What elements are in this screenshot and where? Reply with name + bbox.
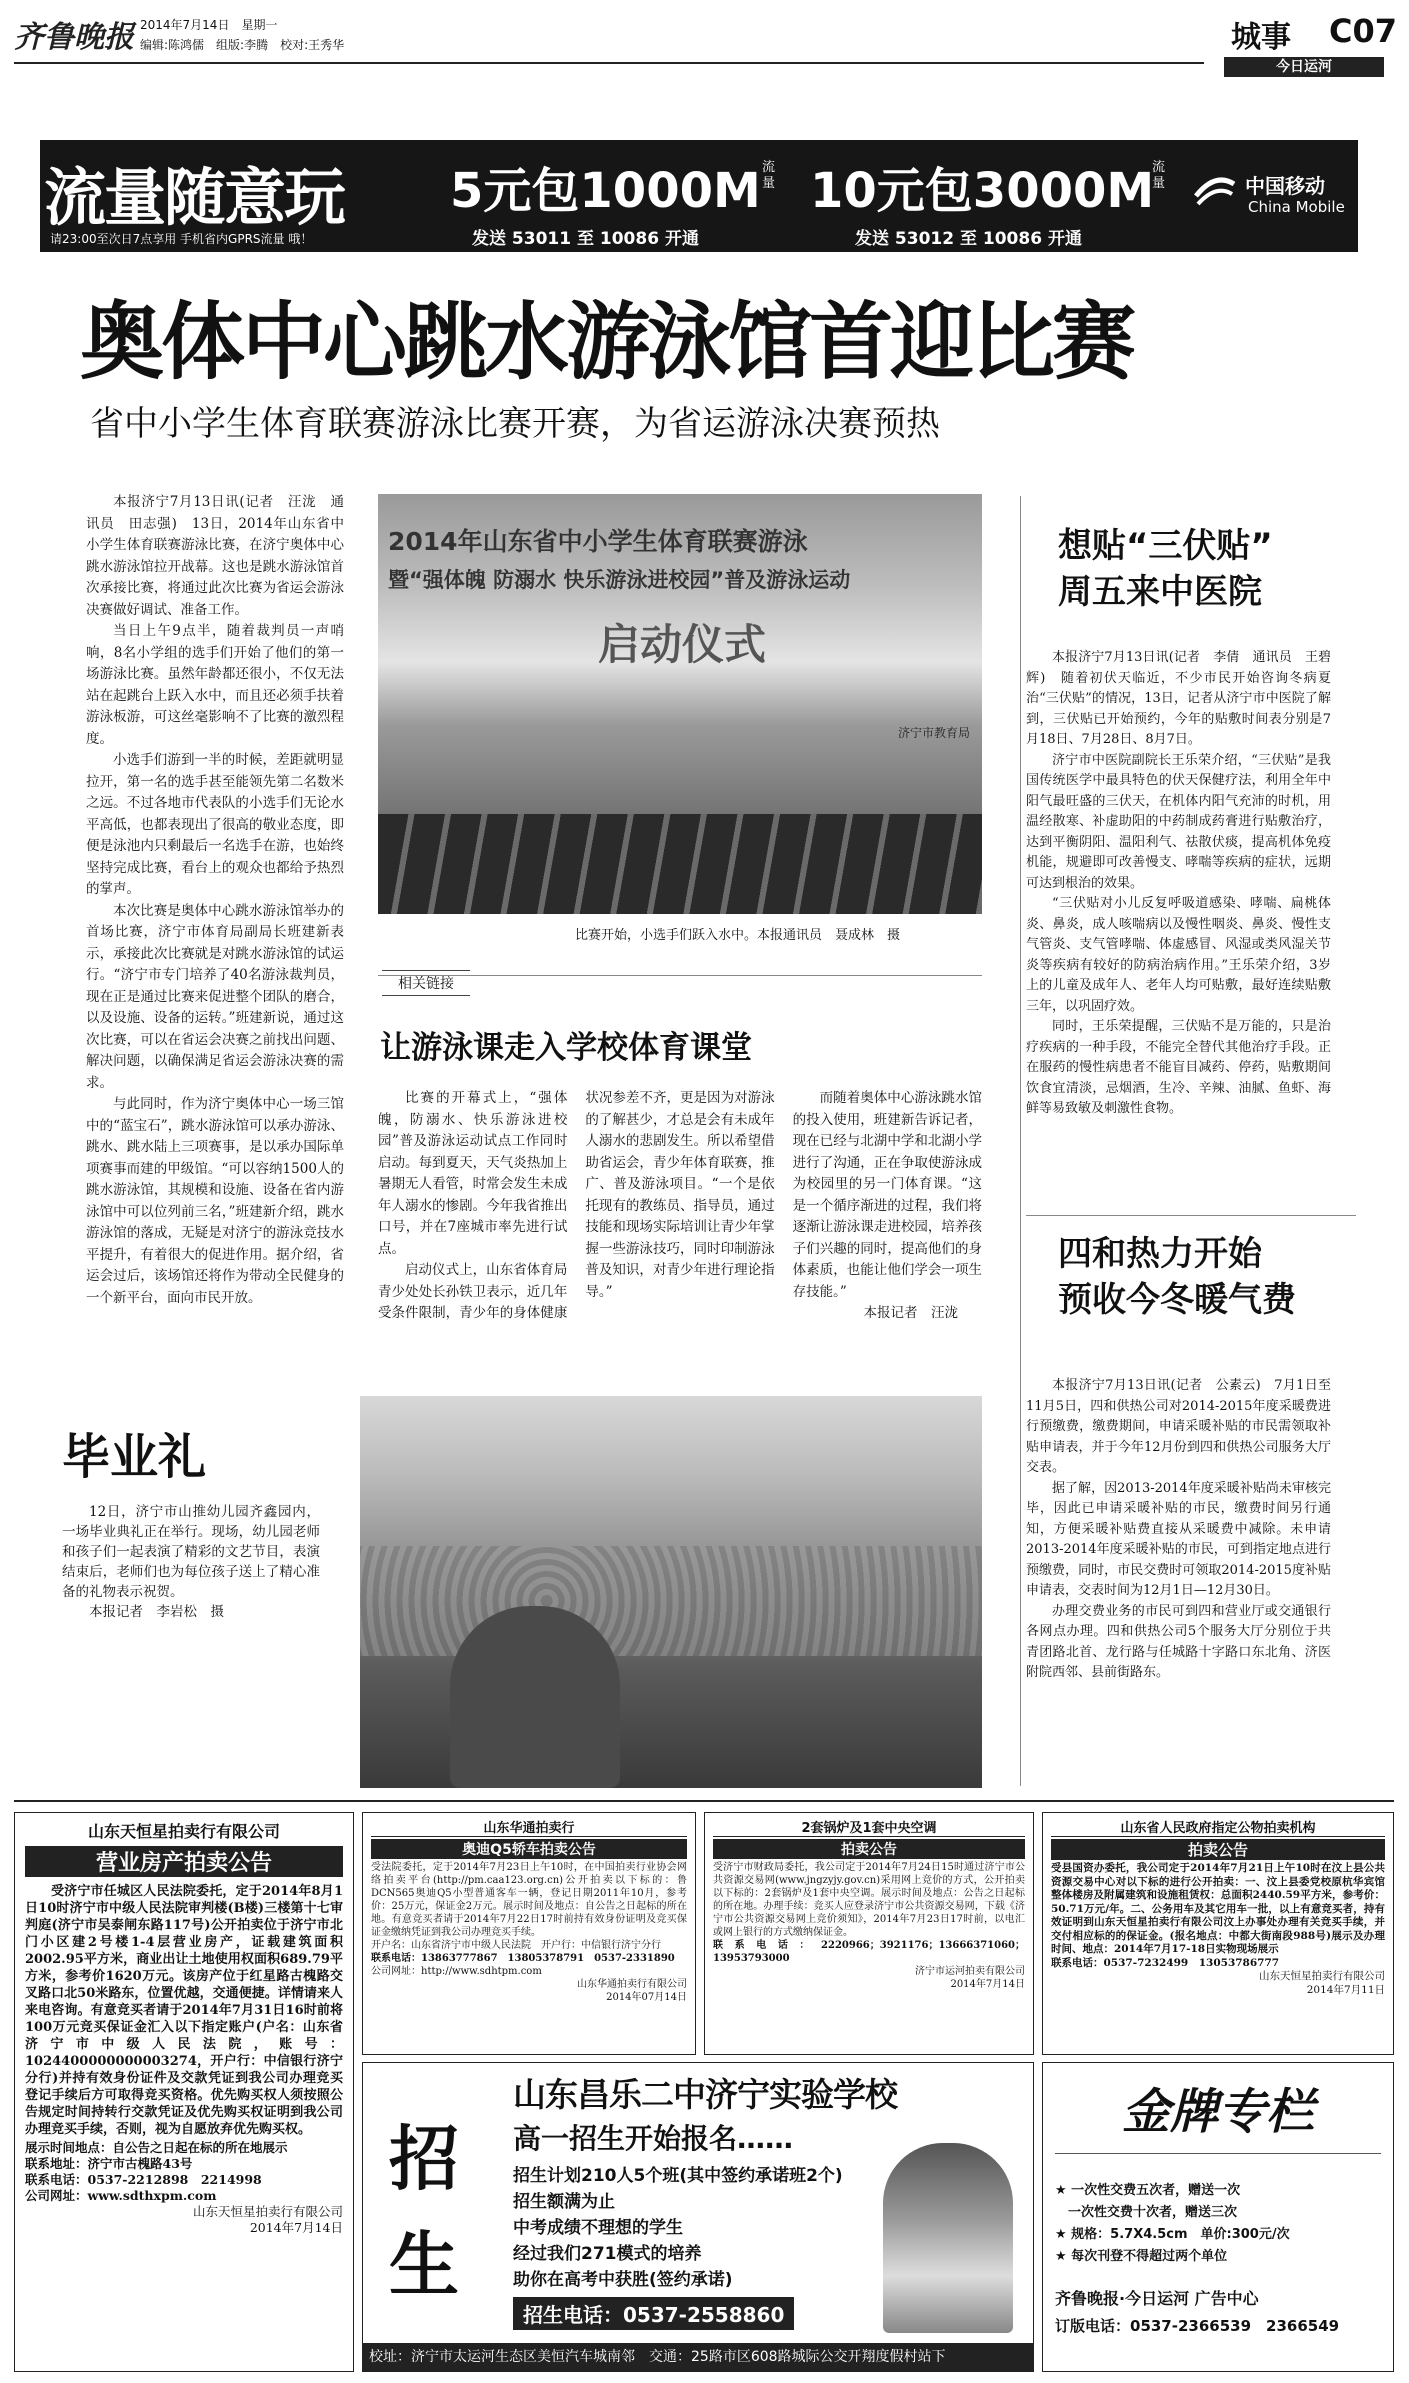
- header-rule: [14, 62, 1204, 64]
- school-line: 中考成绩不理想的学生: [513, 2218, 683, 2238]
- ad1-addr: 联系地址：济宁市古槐路43号: [25, 2156, 193, 2171]
- ad3-date: 2014年7月14日: [950, 1979, 1025, 1990]
- related-headline: 让游泳课走入学校体育课堂: [380, 1030, 752, 1066]
- header-editors: 编辑:陈鸿儒 组版:李腾 校对:王秀华: [140, 38, 345, 52]
- school-line: 经过我们271模式的培养: [513, 2244, 702, 2264]
- ads-top-rule: [14, 1800, 1394, 1802]
- school-side-2: 生: [389, 2224, 459, 2306]
- ad2-tel: 联系电话：13863777867 13805378791 0537-2331890: [371, 1953, 675, 1964]
- banner-offer-1: 5元包1000M: [450, 163, 761, 219]
- ad3-body: 受济宁市财政局委托，我公司定于2014年7月24日15时通过济宁市公共资源交易网(www.jngzyjy.gov.cn)采用网上竞价的方式，公开拍卖以下标的：2套锅炉及1套中央空调。展示时间及地点：公告之日起标的所在地。办理手续：竞买人应登录济宁市公共资源交易网，下载《济宁市公共资源交易网上竞价须知》，2014年7月23日17时前，以电汇或网上银行的方式缴纳保证金。: [713, 1862, 1025, 1938]
- banner-slogan: 流量随意玩: [44, 161, 345, 234]
- school-head: 高一招生开始报名……: [513, 2122, 794, 2155]
- gold-item: 一次性交费十次者，赠送三次: [1055, 2205, 1238, 2220]
- edition-label: 今日运河: [1224, 57, 1384, 77]
- main-story-body: [86, 492, 344, 1332]
- banner-unit-1: 流量: [762, 160, 776, 191]
- ad3-sub: 拍卖公告: [713, 1839, 1025, 1859]
- ad2-org: 山东华通拍卖行: [371, 1817, 687, 1837]
- school-line: 招生额满为止: [513, 2192, 615, 2212]
- gold-item: ★ 每次刊登不得超过两个单位: [1055, 2249, 1228, 2264]
- photo-banner-title: 2014年山东省中小学生体育联赛游泳: [388, 527, 808, 556]
- auction-ad-government[interactable]: [1042, 1812, 1394, 2055]
- ad2-acct: 开户名：山东省济宁市中级人民法院 开户行：中信银行济宁分行: [371, 1940, 661, 1951]
- ad2-sign: 山东华通拍卖行有限公司: [577, 1979, 687, 1990]
- paper-logo: 齐鲁晚报: [14, 20, 134, 55]
- ad3-tel: 联系电话：2220966；3921176；13666371060；13953793000: [713, 1940, 1025, 1964]
- main-headline: 奥体中心跳水游泳馆首迎比赛: [80, 293, 1134, 391]
- banner-code-1: 发送 53011 至 10086 开通: [472, 229, 699, 249]
- school-line: 招生计划210人5个班(其中签约承诺班2个): [513, 2166, 843, 2186]
- sanfu-headline-2: 周五来中医院: [1058, 572, 1262, 612]
- swimming-photo: [378, 494, 982, 914]
- auction-ad-realestate[interactable]: [14, 1812, 354, 2372]
- heating-para: 办理交费业务的市民可到四和营业厅或交通银行各网点办理。四和供热公司5个服务大厅分别位于共青团路北首、龙行路与任城路十字路口东北角、济医附院西邻、县前街路东。: [1026, 1603, 1331, 1680]
- gold-column-ad[interactable]: [1042, 2062, 1394, 2372]
- ad3-title: 2套锅炉及1套中央空调: [713, 1817, 1025, 1837]
- school-name: 山东昌乐二中济宁实验学校: [513, 2075, 897, 2114]
- related-byline: 本报记者 汪泷: [863, 1305, 958, 1321]
- photo-banner-sub: 暨“强体魄 防溺水 快乐游泳进校园”普及游泳运动: [388, 568, 851, 592]
- ad4-tel: 联系电话：0537-7232499 13053786777: [1051, 1956, 1280, 1969]
- gold-sign: 齐鲁晚报·今日运河 广告中心: [1055, 2289, 1259, 2308]
- ad3-sign: 济宁市运河拍卖有限公司: [915, 1966, 1025, 1977]
- ad1-body: 受济宁市任城区人民法院委托，定于2014年8月1日10时济宁市中级人民法院审判楼(B楼)三楼第十七审判庭(济宁市吴泰闸东路117号)公开拍卖位于济宁市北门小区建2号楼1-4层营业房产，证载建筑面积2002.95平方米，商业出让土地使用权面积689.79平方米，参考价1620万元。该房产位于红星路古槐路交叉路口北50米路东，位置优越，交通便捷。详情请来人来电咨询。有意竞买者请于2014年7月31日16时前将100万元竞买保证金汇入以下指定账户(户名：山东省济宁市中级人民法院，账号：1024400000000003274，开户行：中信银行济宁分行)并持有效身份证件及交款凭证到我公司办理竞买登记手续后方可取得竞买资格。优先购买权人须按照公告规定时间持转行交款凭证及优先购买权证明到我公司办理竞买手续，否则，视为自愿放弃优先购买权。: [25, 1884, 343, 2137]
- sanfu-headline-1: 想贴“三伏贴”: [1058, 526, 1273, 566]
- gold-title: 金牌专栏: [1055, 2071, 1381, 2154]
- banner-brand-en: China Mobile: [1248, 198, 1345, 216]
- auction-ad-audi[interactable]: [362, 1812, 696, 2055]
- school-tel-label: 招生电话：: [523, 2303, 623, 2327]
- column-rule-right: [1020, 496, 1021, 1786]
- swimming-photo-caption: 比赛开始，小选手们跃入水中。本报通讯员 聂成林 摄: [575, 928, 901, 943]
- heating-body: [1026, 1376, 1331, 1776]
- ad4-sign: 山东天恒星拍卖行有限公司: [1259, 1970, 1385, 1982]
- graduation-body: [62, 1502, 320, 1622]
- main-para: 小选手们游到一半的时候，差距就明显拉开，第一名的选手甚至能领先第二名数米之远。不过各地市代表队的小选手们无论水平高低，也都表现出了很高的敬业态度，即便是泳池内只剩最后一名选手在游，也始终坚持完成比赛，看台上的观众也都给予热烈的掌声。: [86, 752, 344, 897]
- ad4-title: 拍卖公告: [1051, 1839, 1385, 1860]
- banner-offer-2: 10元包3000M: [810, 163, 1155, 219]
- main-para: 当日上午9点半，随着裁判员一声哨响，8名小学组的选手们开始了他们的第一场游泳比赛。虽然年龄都还很小，不仅无法站在起跳台上跃入水中，而且还必须手扶着游泳板游，可这丝毫影响不了比赛的激烈程度。: [86, 623, 344, 747]
- main-para: 本次比赛是奥体中心跳水游泳馆举办的首场比赛，济宁市体育局副局长班建新表示，承接此次比赛就是对跳水游泳馆的试运行。“济宁市专门培养了40名游泳裁判员，现在正是通过比赛来促进整个团队的磨合，以及设施、设备的运转。”班建新说，通过这次比赛，可以在省运会决赛之前找出问题、解决问题，以确保满足省运会游泳决赛的需求。: [86, 902, 344, 1091]
- school-enrollment-ad[interactable]: [362, 2062, 1034, 2372]
- ad2-body: 受法院委托，定于2014年7月23日上午10时，在中国拍卖行业协会网络拍卖平台(http://pm.caa123.org.cn)公开拍卖以下标的：鲁DCN565奥迪Q5小型普通客车一辆，登记日期2011年10月，参考价：25万元，保证金2万元。展示时间及地点：自公告之日起标的所在地。有意竞买者请于2014年7月22日17时前持有效身份证明及竞买保证金缴纳凭证到我公司办理竞买手续。: [371, 1862, 687, 1938]
- banner-code-2: 发送 53012 至 10086 开通: [855, 229, 1082, 249]
- sanfu-para: “三伏贴对小儿反复呼吸道感染、哮喘、扁桃体炎、鼻炎，成人咳喘病以及慢性咽炎、鼻炎、慢性支气管炎、支气管哮喘、体虚感冒、风湿或类风湿关节炎等疾病有较好的防病治病作用。”王乐荣介绍，3岁上的儿童及成年人、老年人均可贴敷，最好连续贴敷三年，以巩固疗效。: [1026, 896, 1331, 1014]
- ad2-web: 公司网址：http://www.sdhtpm.com: [371, 1966, 542, 1977]
- gold-item: ★ 一次性交费五次者，赠送一次: [1055, 2183, 1241, 2198]
- main-para: 本报济宁7月13日讯(记者 汪泷 通讯员 田志强) 13日，2014年山东省中小学生体育联赛游泳比赛，在济宁奥体中心跳水游泳馆拉开战幕。这也是跳水游泳馆首次承接比赛，将通过此次比赛为省运会游泳决赛做好调试、准备工作。: [86, 494, 344, 618]
- photo-banner-sign: 济宁市教育局: [898, 726, 971, 740]
- ad1-show: 展示时间地点：自公告之日起在标的所在地展示: [25, 2140, 288, 2155]
- graduation-teacher: [450, 1606, 620, 1788]
- sanfu-para: 济宁市中医院副院长王乐荣介绍，“三伏贴”是我国传统医学中最具特色的伏天保健疗法，利用全年中阳气最旺盛的三伏天，在机体内阳气充沛的时机，用温经散寒、补虚助阳的中药制成药膏进行贴敷治疗，达到平衡阴阳、温阳利气、祛散伏痰，提高机体免疫机能，规避即可改善慢支、哮喘等疾病的症状，远期可达到根治的效果。: [1026, 752, 1331, 891]
- ad1-tel: 联系电话：0537-2212898 2214998: [25, 2172, 262, 2187]
- school-tel-box: [513, 2297, 794, 2330]
- ad1-date: 2014年7月14日: [249, 2220, 343, 2235]
- masthead: [14, 12, 1398, 75]
- auction-ad-boiler[interactable]: [704, 1812, 1034, 2055]
- ad1-org: 山东天恒星拍卖行有限公司: [87, 1822, 280, 1841]
- school-side-1: 招: [389, 2118, 459, 2200]
- related-body: [378, 1088, 982, 1358]
- heating-para: 本报济宁7月13日讯(记者 公素云) 7月1日至11月5日，四和供热公司对2014-2015年度采暖费进行预缴费，缴费期间，申请采暖补贴的市民需领取补贴申请表，并于今年12月份到四和供热公司服务大厅交表。: [1026, 1378, 1331, 1475]
- graduation-text: 12日，济宁市山推幼儿园齐鑫园内，一场毕业典礼正在举行。现场，幼儿园老师和孩子们一起表演了精彩的文艺节目，表演结束后，老师们也为每位孩子送上了精心准备的礼物表示祝贺。: [62, 1504, 320, 1600]
- main-subhead: 省中小学生体育联赛游泳比赛开赛，为省运游泳决赛预热: [90, 404, 940, 444]
- sanfu-para: 本报济宁7月13日讯(记者 李倩 通讯员 王碧辉) 随着初伏天临近，不少市民开始咨询冬病夏治“三伏贴”的情况，13日，记者从济宁市中医院了解到，三伏贴已开始预约，今年的贴敷时间表分别是7月18日、7月28日、8月7日。: [1026, 650, 1331, 747]
- heating-headline-1: 四和热力开始: [1058, 1234, 1262, 1274]
- photo-banner-ceremony: 启动仪式: [598, 620, 767, 669]
- school-lines: [513, 2163, 843, 2293]
- sanfu-para: 同时，王乐荣提醒，三伏贴不是万能的，只是治疗疾病的一种手段，不能完全替代其他治疗手段。正在服药的慢性病患者不能盲目减药、停药，贴敷期间饮食宜清淡，忌烟酒，生冷、辛辣、油腻、鱼虾、海鲜等易致敏及刺激性食物。: [1026, 1019, 1331, 1116]
- graduation-byline: 本报记者 李岩松 摄: [89, 1604, 224, 1620]
- sanfu-divider: [1026, 1215, 1356, 1216]
- main-para: 与此同时，作为济宁奥体中心一场三馆中的“蓝宝石”，跳水游泳馆可以承办游泳、跳水、跳水陆上三项赛事，是以承办国际单项赛事而建的甲级馆。“可以容纳1500人的跳水游泳馆，其规模和设施、设备在省内游泳馆中可以位列前三名，”班建新介绍，跳水游泳馆的落成，无疑是对济宁的游泳竞技水平提升，有着很大的促进作用。据介绍，省运会过后，该场馆还将作为带动全民健身的一个新平台，面向市民开放。: [86, 1096, 344, 1306]
- banner-brand-cn: 中国移动: [1245, 174, 1325, 198]
- mobile-banner-ad[interactable]: [40, 140, 1358, 252]
- ad4-body: 受县国资办委托，我公司定于2014年7月21日上午10时在汶上县公共资源交易中心对以下标的进行公开拍卖：一、汶上县委党校原杭华宾馆整体楼房及附属建筑和设施租赁权：总面积2440.59平方米，参考价：50.71万元/年。二、公务用车及其它用车一批，以上有意竞买者，持有效证明到山东天恒星拍卖行有限公司汶上办事处办理有关竞买手续，并交付相应标的的保证金。(报名地点：中都大街南段988号)展示及办理时间、地点：2014年7月17-18日实物现场展示: [1051, 1862, 1385, 1955]
- pool-lanes: [378, 814, 982, 914]
- school-line: 助你在高考中获胜(签约承诺): [513, 2270, 733, 2290]
- school-tel: 0537-2558860: [623, 2303, 785, 2327]
- graduation-photo: [360, 1396, 982, 1788]
- sanfu-body: [1026, 648, 1331, 1268]
- heating-para: 据了解，因2013-2014年度采暖补贴尚未审核完毕，因此已申请采暖补贴的市民，缴费时间另行通知，方便采暖补贴费直接从采暖费中减除。未申请2013-2014年度采暖补贴的市民，可到指定地点进行预缴费，同时，市民交费时可领取2014-2015度补贴申请表，交表时间为12月1日—12月30日。: [1026, 1480, 1331, 1598]
- ad2-date: 2014年07月14日: [606, 1992, 687, 2003]
- related-para: 启动仪式上，山东省体育局青少处处长孙铁卫表示，近几年受条件限制，青少年的身体健康状况参差不齐，更是因为对游泳的了解甚少，才总是会有未成年人溺水的悲剧发生。所以希望借助省运会，青少年体育联赛，推广、普及游泳项目。“一个是依托现有的教练员、指导员，通过技能和现场实际培训让青少年掌握一些游泳技巧，同时印制游泳普及知识，对青少年进行理论指导。”: [378, 1090, 775, 1321]
- banner-unit-2: 流量: [1152, 160, 1166, 191]
- school-students-photo: [883, 2143, 1013, 2333]
- china-mobile-logo-icon: [1190, 166, 1240, 212]
- ad4-org: 山东省人民政府指定公物拍卖机构: [1051, 1817, 1385, 1837]
- gold-tel: 订版电话：0537-2366539 2366549: [1055, 2317, 1340, 2335]
- related-link-label: 相关链接: [382, 970, 470, 996]
- school-address: 校址：济宁市太运河生态区美恒汽车城南邻 交通：25路市区608路城际公交开翔度假村站下: [363, 2343, 1034, 2371]
- ad4-date: 2014年7月11日: [1306, 1983, 1385, 1996]
- section-name: 城事: [1231, 20, 1291, 55]
- ad2-title: 奥迪Q5轿车拍卖公告: [371, 1839, 687, 1859]
- header-date: 2014年7月14日 星期一: [140, 18, 278, 32]
- gold-items: [1055, 2180, 1381, 2268]
- related-rule: [378, 975, 982, 976]
- related-para: 比赛的开幕式上，“强体魄，防溺水、快乐游泳进校园”普及游泳运动试点工作同时启动。每到夏天，天气炎热加上暑期无人看管，时常会发生未成年人溺水的惨剧。今年我省推出口号，并在7座城市率先进行试点。: [378, 1090, 568, 1257]
- ad1-title: 营业房产拍卖公告: [25, 1846, 343, 1877]
- page-number: C07: [1329, 12, 1398, 50]
- ad1-sign: 山东天恒星拍卖行有限公司: [192, 2204, 343, 2219]
- gold-item: ★ 规格：5.7X4.5cm 单价:300元/次: [1055, 2227, 1290, 2242]
- related-para: 而随着奥体中心游泳跳水馆的投入使用，班建新告诉记者，现在已经与北湖中学和北湖小学进行了沟通，正在争取使游泳成为校园里的另一门体育课。“这是一个循序渐进的过程，我们将逐渐让游泳课走进校园，培养孩子们兴趣的同时，提高他们的身体素质，也能让他们学会一项生存技能。”: [792, 1090, 982, 1300]
- banner-sub: 请23:00至次日7点享用 手机省内GPRS流量 哦！: [50, 232, 313, 246]
- graduation-crowd: [360, 1546, 982, 1656]
- graduation-headline: 毕业礼: [62, 1429, 207, 1485]
- heating-headline-2: 预收今冬暖气费: [1058, 1280, 1296, 1320]
- ad1-web: 公司网址：www.sdthxpm.com: [25, 2188, 217, 2203]
